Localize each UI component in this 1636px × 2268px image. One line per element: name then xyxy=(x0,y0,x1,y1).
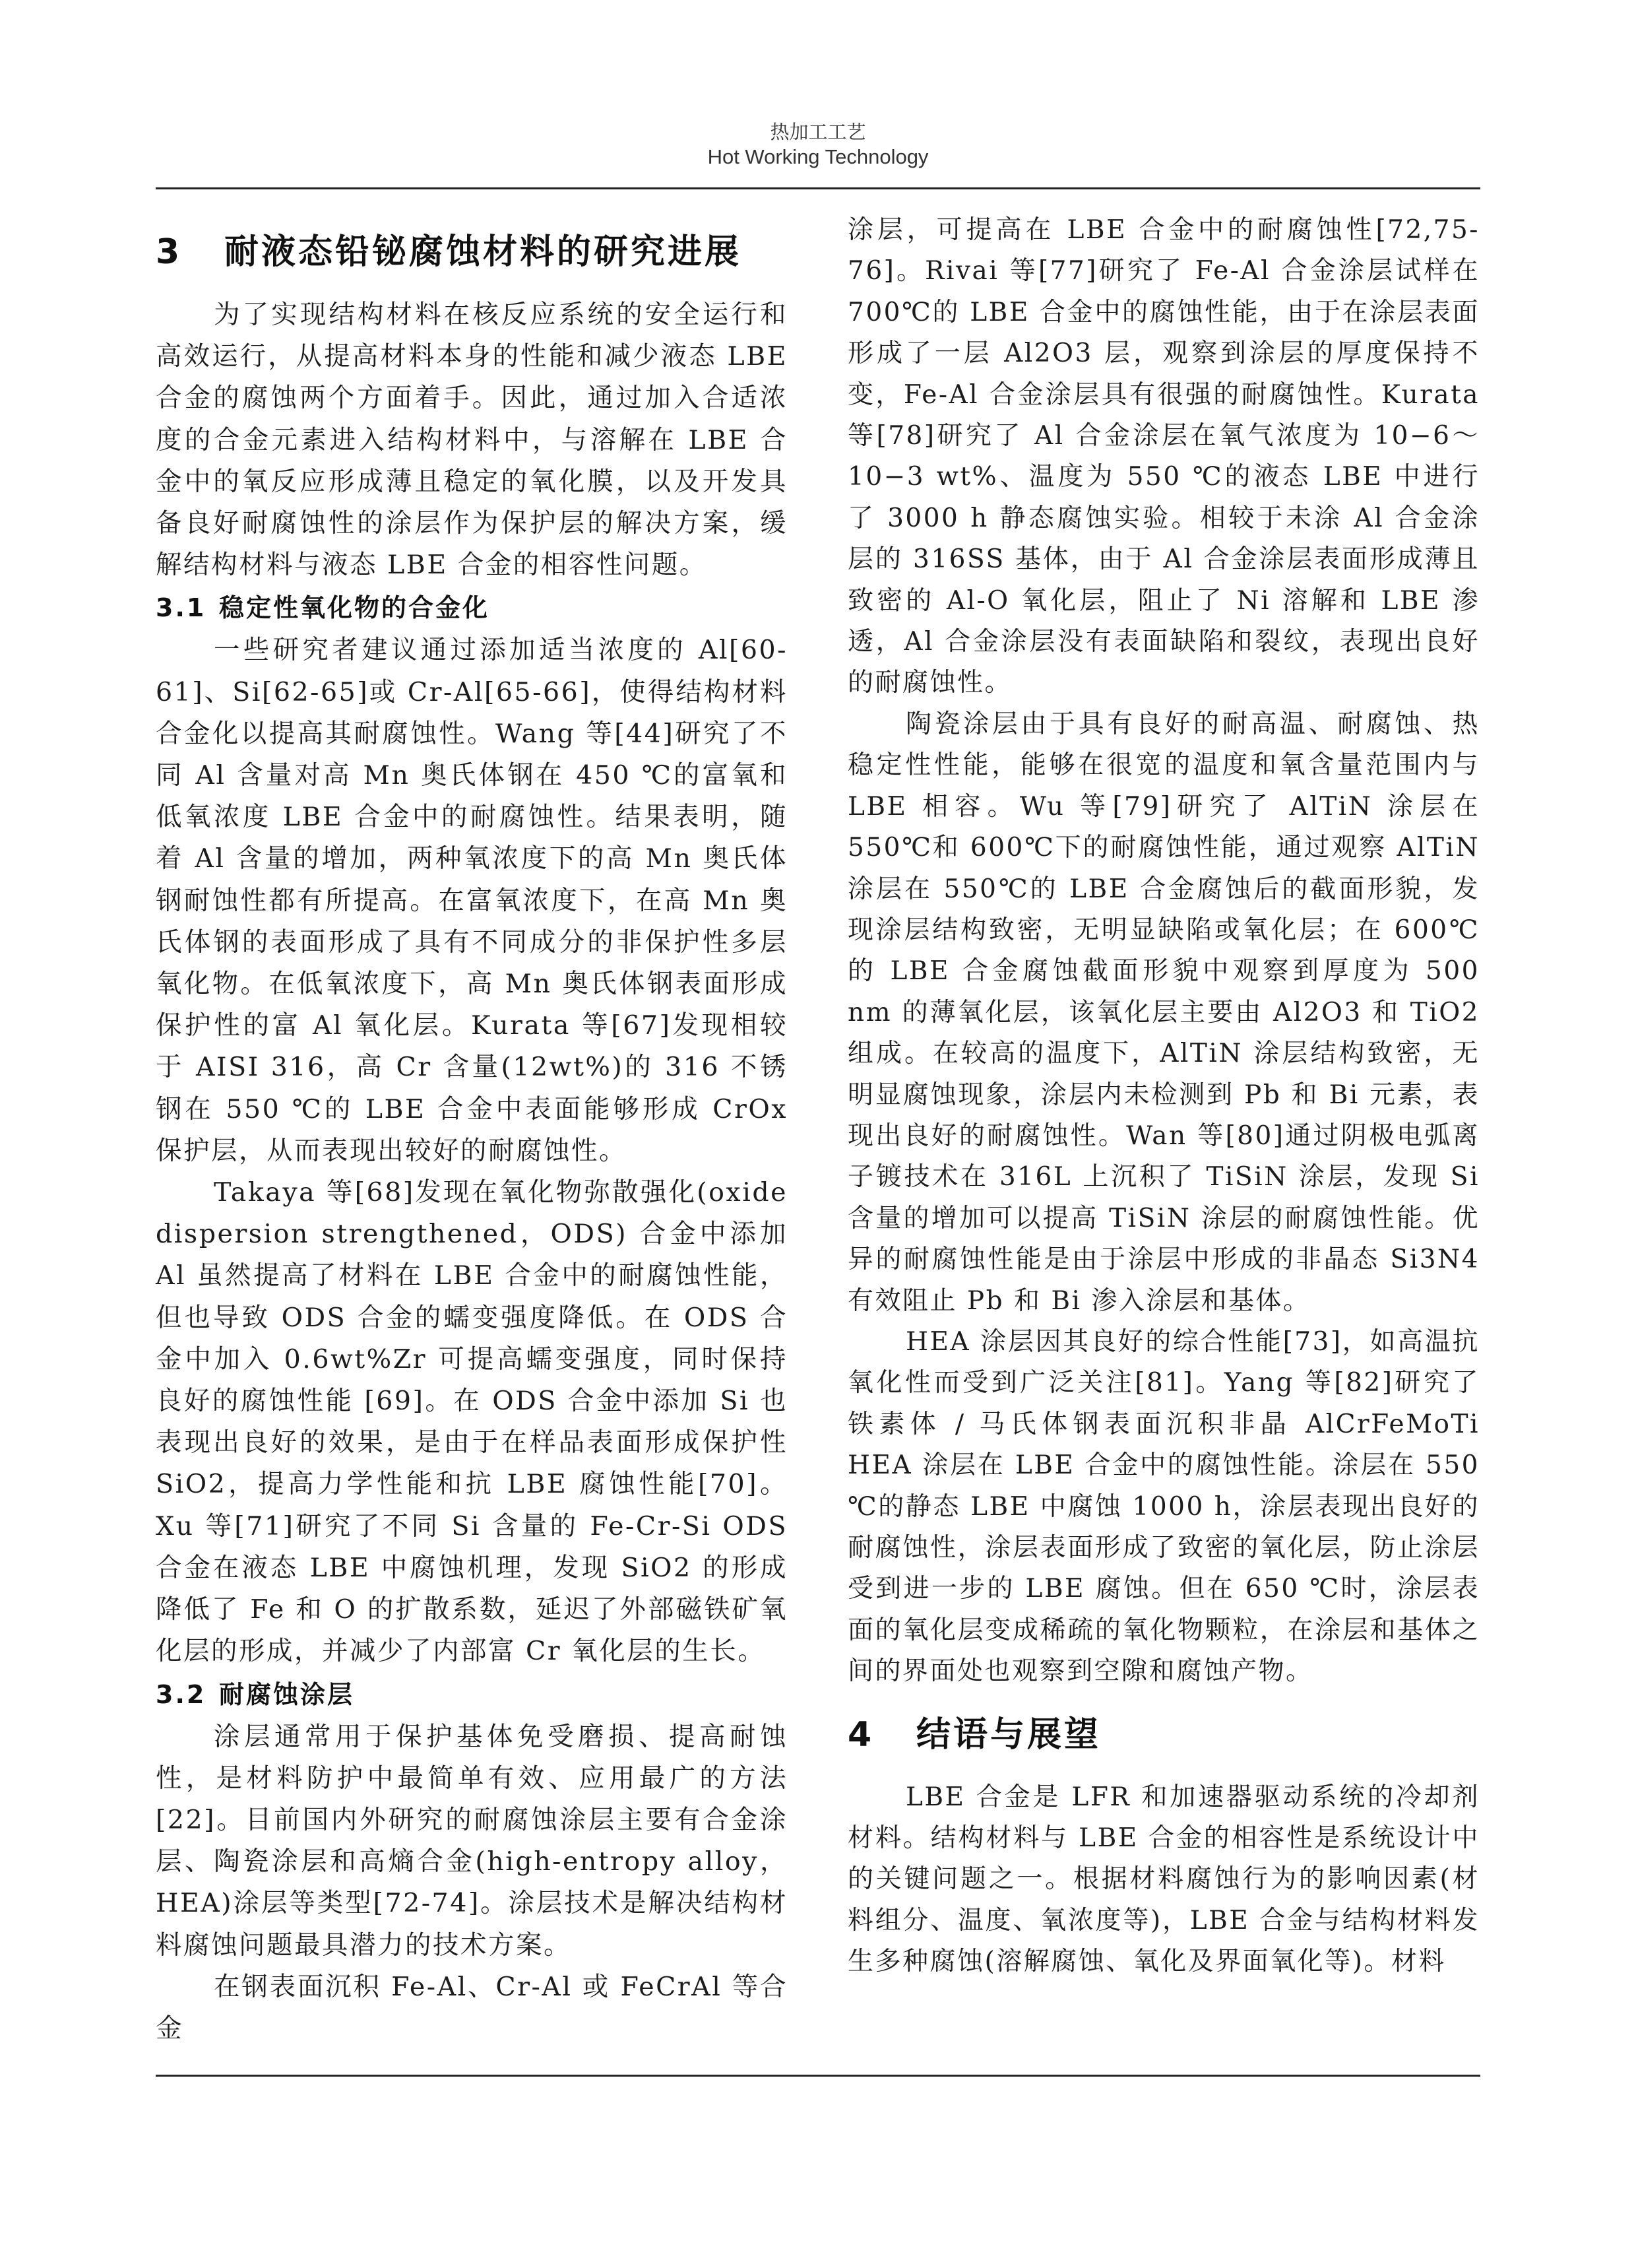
paragraph: Takaya 等[68]发现在氧化物弥散强化(oxide dispersion strengthened，ODS) 合金中添加 Al 虽然提高了材料在 LBE 合金中的耐腐蚀性能，但也导致 ODS 合金的蠕变强度降低。在 ODS 合金中加入 0.6wt%Zr 可提高蠕变强度，同时保持良好的腐蚀性能 [69]。在 ODS 合金中添加 Si 也表现出良好的效果，是由于在样品表面形成保护性 SiO2，提高力学性能和抗 LBE 腐蚀性能[70]。Xu 等[71]研究了不同 Si 含量的 Fe-Cr-Si ODS 合金在液态 LBE 中腐蚀机理，发现 SiO2 的形成降低了 Fe 和 O 的扩散系数，延迟了外部磁铁矿氧化层的形成，并减少了内部富 Cr 氧化层的生长。 xyxy=(156,1177,788,1667)
section-4-heading xyxy=(848,1693,1480,1777)
subsection-3-2-heading xyxy=(156,1673,788,1716)
left-column xyxy=(156,210,788,2050)
paragraph: 涂层通常用于保护基体免受磨损、提高耐蚀性，是材料防护中最简单有效、应用最广的方法[22]。目前国内外研究的耐腐蚀涂层主要有合金涂层、陶瓷涂层和高熵合金(high-entropy alloy，HEA)涂层等类型[72-74]。涂层技术是解决结构材料腐蚀问题最具潜力的技术方案。 xyxy=(156,1721,788,1960)
journal-title-en: Hot Working Technology xyxy=(707,145,929,168)
paragraph: 一些研究者建议通过添加适当浓度的 Al[60-61]、Si[62-65]或 Cr-Al[65-66]，使得结构材料合金化以提高其耐腐蚀性。Wang 等[44]研究了不同 Al 含量对高 Mn 奥氏体钢在 450 ℃的富氧和低氧浓度 LBE 合金中的耐腐蚀性。结果表明，随着 Al 含量的增加，两种氧浓度下的高 Mn 奥氏体钢耐蚀性都有所提高。在富氧浓度下，在高 Mn 奥氏体钢的表面形成了具有不同成分的非保护性多层氧化物。在低氧浓度下，高 Mn 奥氏体钢表面形成保护性的富 Al 氧化层。Kurata 等[67]发现相较于 AISI 316，高 Cr 含量(12wt%)的 316 不锈钢在 550 ℃的 LBE 合金中表面能够形成 CrOx 保护层，从而表现出较好的耐腐蚀性。 xyxy=(156,635,788,1166)
section-3-heading xyxy=(156,210,788,294)
footer-rule xyxy=(156,2075,1480,2077)
journal-title-cn: 热加工工艺 xyxy=(770,121,866,143)
subsection-title: 稳定性氧化物的合金化 xyxy=(219,593,490,623)
subsection-number: 3.1 xyxy=(156,593,206,623)
section-number: 3 xyxy=(156,232,183,272)
paragraph: 为了实现结构材料在核反应系统的安全运行和高效运行，从提高材料本身的性能和减少液态 LBE 合金的腐蚀两个方面着手。因此，通过加入合适浓度的合金元素进入结构材料中，与溶解在 LBE 合金中的氧反应形成薄且稳定的氧化膜，以及开发具备良好耐腐蚀性的涂层作为保护层的解决方案，缓解结构材料与液态 LBE 合金的相容性问题。 xyxy=(156,300,788,581)
paragraph: LBE 合金是 LFR 和加速器驱动系统的冷却剂材料。结构材料与 LBE 合金的相容性是系统设计中的关键问题之一。根据材料腐蚀行为的影响因素(材料组分、温度、氧浓度等)，LBE 合金与结构材料发生多种腐蚀(溶解腐蚀、氧化及界面氧化等)。材料 xyxy=(848,1782,1480,1977)
header-rule xyxy=(156,187,1480,189)
section-title: 结语与展望 xyxy=(916,1714,1102,1755)
subsection-number: 3.2 xyxy=(156,1679,206,1709)
paragraph: 陶瓷涂层由于具有良好的耐高温、耐腐蚀、热稳定性性能，能够在很宽的温度和氧含量范围内与 LBE 相容。Wu 等[79]研究了 AlTiN 涂层在 550℃和 600℃下的耐腐蚀性能，通过观察 AlTiN 涂层在 550℃的 LBE 合金腐蚀后的截面形貌，发现涂层结构致密，无明显缺陷或氧化层；在 600℃的 LBE 合金腐蚀截面形貌中观察到厚度为 500 nm 的薄氧化层，该氧化层主要由 Al2O3 和 TiO2 组成。在较高的温度下，AlTiN 涂层结构致密，无明显腐蚀现象，涂层内未检测到 Pb 和 Bi 元素，表现出良好的耐腐蚀性。Wan 等[80]通过阴极电弧离子镀技术在 316L 上沉积了 TiSiN 涂层，发现 Si 含量的增加可以提高 TiSiN 涂层的耐腐蚀性能。优异的耐腐蚀性能是由于涂层中形成的非晶态 Si3N4 有效阻止 Pb 和 Bi 渗入涂层和基体。 xyxy=(848,709,1480,1316)
right-column xyxy=(848,210,1480,1983)
paragraph: 在钢表面沉积 Fe-Al、Cr-Al 或 FeCrAl 等合金 xyxy=(156,1971,788,2044)
subsection-3-1-heading xyxy=(156,586,788,630)
paragraph: HEA 涂层因其良好的综合性能[73]，如高温抗氧化性而受到广泛关注[81]。Yang 等[82]研究了铁素体 / 马氏体钢表面沉积非晶 AlCrFeMoTi HEA 涂层在 LBE 合金中的腐蚀性能。涂层在 550 ℃的静态 LBE 中腐蚀 1000 h，涂层表现出良好的耐腐蚀性，涂层表面形成了致密的氧化层，防止涂层受到进一步的 LBE 腐蚀。但在 650 ℃时，涂层表面的氧化层变成稀疏的氧化物颗粒，在涂层和基体之间的界面处也观察到空隙和腐蚀产物。 xyxy=(848,1326,1480,1687)
paragraph-continued: 涂层，可提高在 LBE 合金中的耐腐蚀性[72,75-76]。Rivai 等[77]研究了 Fe-Al 合金涂层试样在 700℃的 LBE 合金中的腐蚀性能，由于在涂层表面形成了一层 Al2O3 层，观察到涂层的厚度保持不变，Fe-Al 合金涂层具有很强的耐腐蚀性。Kurata 等[78]研究了 Al 合金涂层在氧气浓度为 10−6～10−3 wt%、温度为 550 ℃的液态 LBE 中进行了 3000 h 静态腐蚀实验。相较于未涂 Al 合金涂层的 316SS 基体，由于 Al 合金涂层表面形成薄且致密的 Al-O 氧化层，阻止了 Ni 溶解和 LBE 渗透，Al 合金涂层没有表面缺陷和裂纹，表现出良好的耐腐蚀性。 xyxy=(848,215,1480,698)
section-title: 耐液态铅铋腐蚀材料的研究进展 xyxy=(224,232,742,272)
subsection-title: 耐腐蚀涂层 xyxy=(219,1679,355,1709)
section-number: 4 xyxy=(848,1714,875,1755)
